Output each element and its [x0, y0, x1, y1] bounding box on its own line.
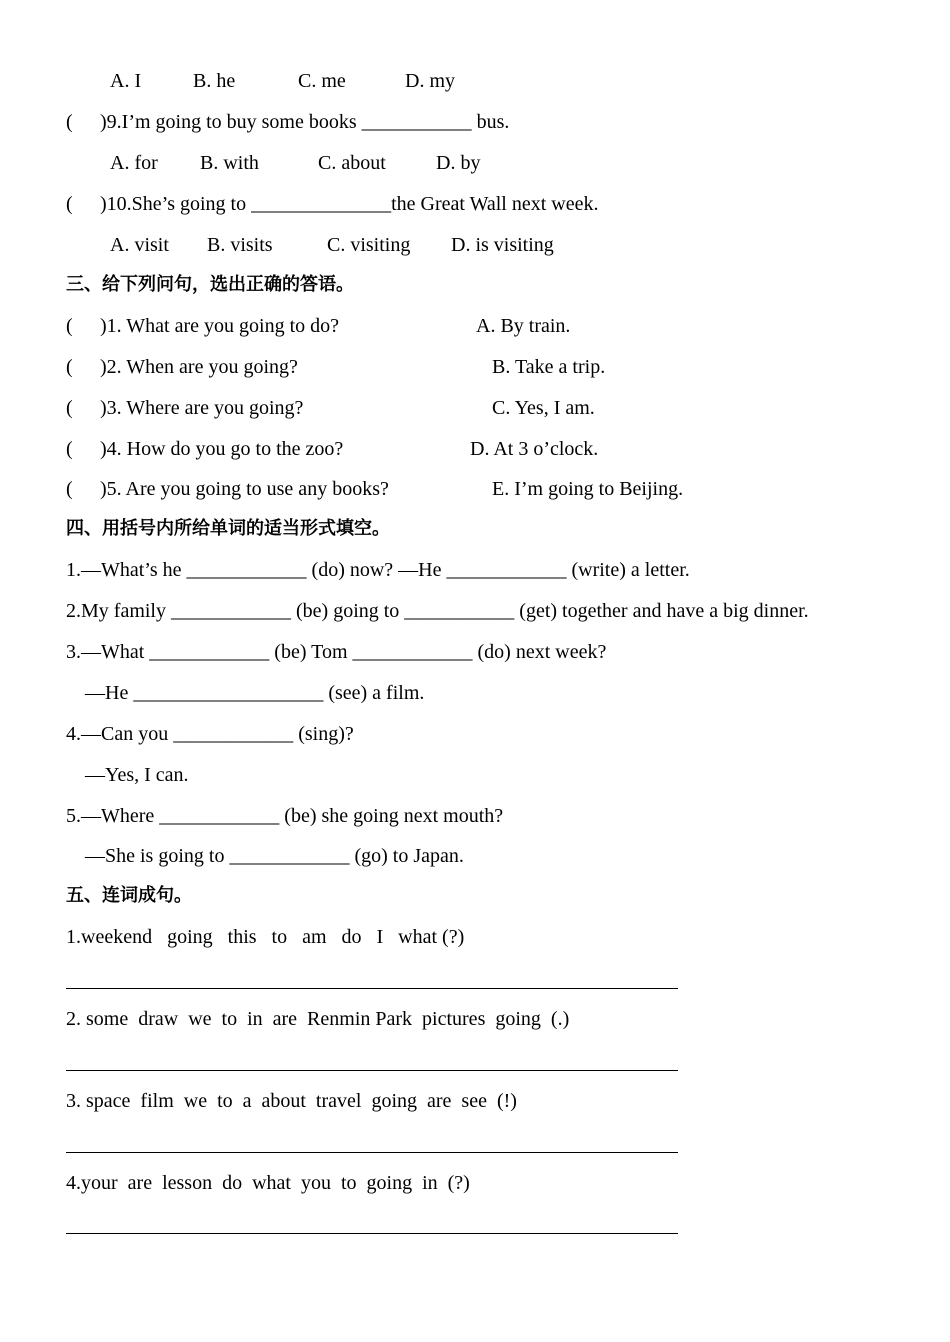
section3-heading: 三、给下列问句，选出正确的答语。: [66, 274, 354, 295]
s3-q3-paren[interactable]: (: [66, 397, 73, 419]
q9-option-a: A. for: [110, 152, 158, 174]
s3-q3-answer: C. Yes, I am.: [492, 397, 595, 419]
s4-line-4: 4.—Can you ____________ (sing)?: [66, 723, 354, 745]
s3-q3-question: )3. Where are you going?: [100, 397, 304, 419]
s5-item-3: 3. space film we to a about travel going are see (!): [66, 1090, 517, 1112]
q8-option-d: D. my: [405, 70, 455, 92]
s3-q1-paren[interactable]: (: [66, 315, 73, 337]
s3-q4-answer: D. At 3 o’clock.: [470, 438, 599, 460]
q8-option-b: B. he: [193, 70, 236, 92]
s3-q4-question: )4. How do you go to the zoo?: [100, 438, 344, 460]
s3-q2-paren[interactable]: (: [66, 356, 73, 378]
s5-item-4: 4.your are lesson do what you to going in (?): [66, 1172, 470, 1194]
s3-q1-question: )1. What are you going to do?: [100, 315, 340, 337]
s3-q1-answer: A. By train.: [476, 315, 571, 337]
s5-item-2: 2. some draw we to in are Renmin Park pictures going (.): [66, 1008, 570, 1030]
s4-line-1: 1.—What’s he ____________ (do) now? —He ____________ (write) a letter.: [66, 559, 690, 581]
q9-paren[interactable]: (: [66, 111, 73, 133]
section5-heading: 五、连词成句。: [66, 885, 192, 906]
q9-option-b: B. with: [200, 152, 259, 174]
s3-q2-answer: B. Take a trip.: [492, 356, 606, 378]
s3-q4-paren[interactable]: (: [66, 438, 73, 460]
q8-option-c: C. me: [298, 70, 346, 92]
q8-option-a: A. I: [110, 70, 142, 92]
q10-option-a: A. visit: [110, 234, 169, 256]
s4-line-3-answer: —He ___________________ (see) a film.: [85, 682, 425, 704]
s3-q5-answer: E. I’m going to Beijing.: [492, 478, 684, 500]
q10-option-d: D. is visiting: [451, 234, 554, 256]
s5-answer-line-3[interactable]: [66, 1152, 678, 1153]
q9-option-c: C. about: [318, 152, 386, 174]
q10-option-c: C. visiting: [327, 234, 411, 256]
s4-line-3: 3.—What ____________ (be) Tom ____________ (do) next week?: [66, 641, 607, 663]
s3-q5-paren[interactable]: (: [66, 478, 73, 500]
s4-line-2: 2.My family ____________ (be) going to ___________ (get) together and have a big dinner.: [66, 600, 809, 622]
q9-option-d: D. by: [436, 152, 481, 174]
s5-answer-line-2[interactable]: [66, 1070, 678, 1071]
section4-heading: 四、用括号内所给单词的适当形式填空。: [66, 518, 390, 539]
s5-item-1: 1.weekend going this to am do I what (?): [66, 926, 465, 948]
q10-option-b: B. visits: [207, 234, 273, 256]
s4-line-5-answer: —She is going to ____________ (go) to Japan.: [85, 845, 464, 867]
q9-text: )9.I’m going to buy some books ___________ bus.: [100, 111, 510, 133]
s3-q2-question: )2. When are you going?: [100, 356, 298, 378]
s4-line-5: 5.—Where ____________ (be) she going next mouth?: [66, 805, 504, 827]
s5-answer-line-4[interactable]: [66, 1233, 678, 1234]
s4-line-4-answer: —Yes, I can.: [85, 764, 189, 786]
s3-q5-question: )5. Are you going to use any books?: [100, 478, 389, 500]
q10-paren[interactable]: (: [66, 193, 73, 215]
q10-text: )10.She’s going to ______________the Great Wall next week.: [100, 193, 599, 215]
s5-answer-line-1[interactable]: [66, 988, 678, 989]
